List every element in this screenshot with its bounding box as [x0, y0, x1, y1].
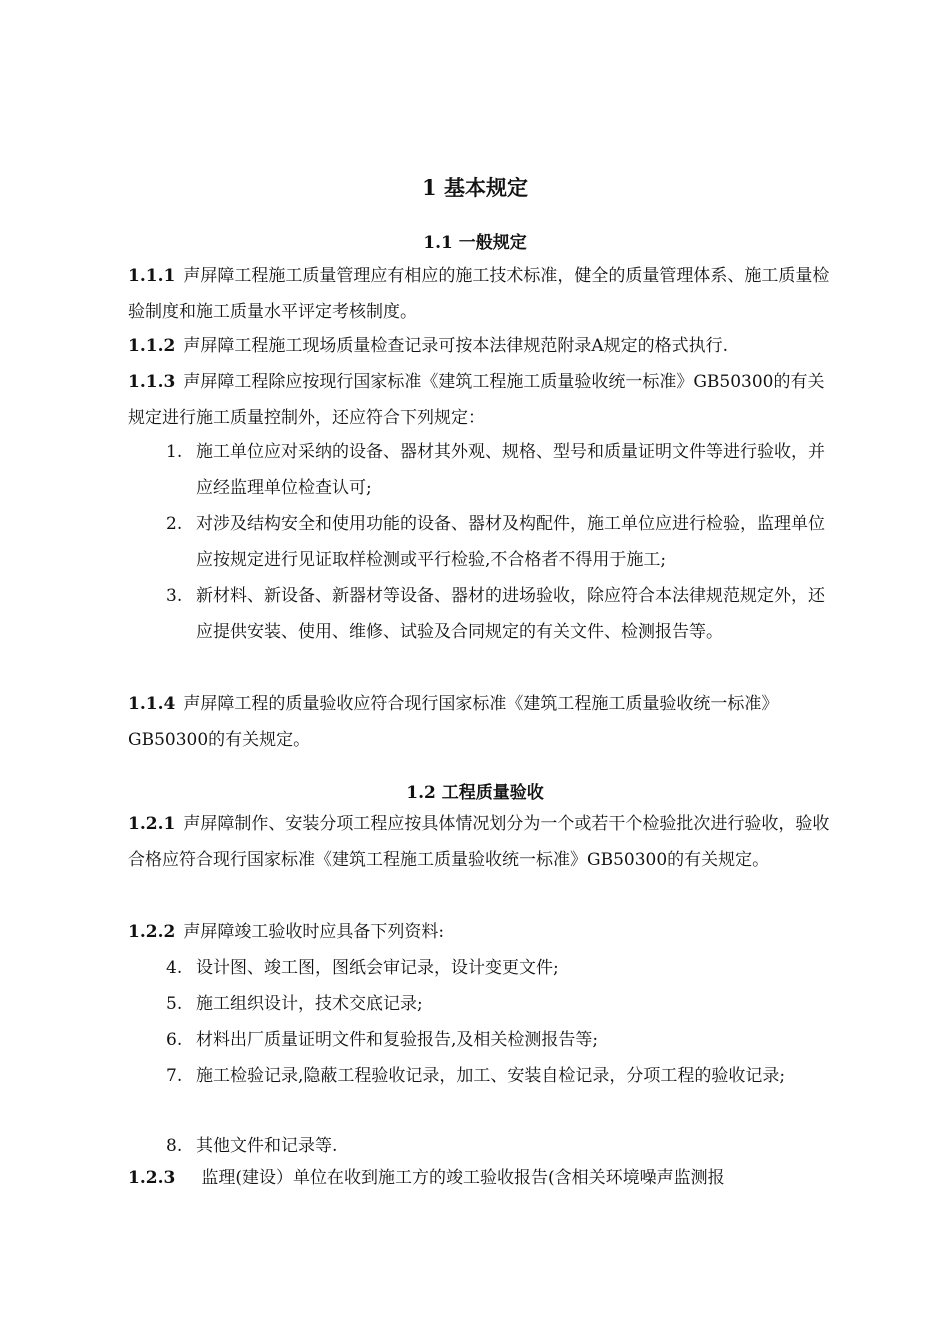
list-item-text: 材料出厂质量证明文件和复验报告,及相关检测报告等; — [196, 1030, 599, 1050]
list-item-text: 其他文件和记录等. — [196, 1136, 338, 1156]
list-item-number: 4. — [166, 958, 183, 978]
clause-number: 1.1.3 — [128, 372, 176, 392]
list-item-text: 施工检验记录,隐蔽工程验收记录，加工、安装自检记录，分项工程的验收记录; — [196, 1066, 786, 1086]
list-item-number: 6. — [166, 1030, 183, 1050]
list-item — [166, 578, 838, 650]
section-heading-1-2: 1.2 工程质量验收 — [406, 783, 544, 803]
clause-1-2-2 — [128, 914, 838, 950]
list-item-number: 7. — [166, 1066, 183, 1086]
list-item — [166, 434, 838, 506]
list-item-number: 5. — [166, 994, 183, 1014]
clause-1-1-3 — [128, 364, 838, 436]
list-item — [166, 986, 838, 1022]
chapter-title: 1 基本规定 — [422, 175, 528, 200]
clause-number: 1.2.1 — [128, 814, 176, 834]
list-item — [166, 950, 838, 986]
list-item — [166, 1022, 838, 1058]
clause-1-1-1 — [128, 258, 838, 330]
list-item-text: 设计图、竣工图，图纸会审记录，设计变更文件; — [196, 958, 559, 978]
clause-number: 1.1.1 — [128, 266, 176, 286]
list-item-text: 施工组织设计，技术交底记录; — [196, 994, 423, 1014]
section-heading-1-1: 1.1 一般规定 — [423, 233, 527, 253]
list-item-text: 对涉及结构安全和使用功能的设备、器材及构配件，施工单位应进行检验，监理单位应按规定进行见证取样检测或平行检验,不合格者不得用于施工; — [196, 514, 825, 570]
clause-1-2-1 — [128, 806, 838, 878]
clause-text: 声屏障竣工验收时应具备下列资料: — [183, 922, 445, 942]
clause-number: 1.1.4 — [128, 694, 176, 714]
list-item — [166, 506, 838, 578]
clause-text: 声屏障工程施工现场质量检查记录可按本法律规范附录A规定的格式执行. — [183, 336, 729, 356]
list-item-number: 3. — [166, 586, 183, 606]
list-item-number: 1. — [166, 442, 183, 462]
clause-text: 声屏障工程除应按现行国家标准《建筑工程施工质量验收统一标准》GB50300的有关规定进行施工质量控制外，还应符合下列规定： — [128, 372, 825, 428]
clause-text: 监理(建设）单位在收到施工方的竣工验收报告(含相关环境噪声监测报 — [201, 1168, 725, 1188]
clause-1-1-2 — [128, 328, 838, 364]
clause-1-2-3 — [128, 1160, 838, 1196]
list-item-text: 施工单位应对采纳的设备、器材其外观、规格、型号和质量证明文件等进行验收，并应经监理单位检查认可; — [196, 442, 825, 498]
clause-text: 声屏障工程的质量验收应符合现行国家标准《建筑工程施工质量验收统一标准》GB50300的有关规定。 — [128, 694, 779, 750]
clause-number: 1.2.3 — [128, 1168, 176, 1188]
clause-text: 声屏障制作、安装分项工程应按具体情况划分为一个或若干个检验批次进行验收，验收合格应符合现行国家标准《建筑工程施工质量验收统一标准》GB50300的有关规定。 — [128, 814, 830, 870]
clause-text: 声屏障工程施工质量管理应有相应的施工技术标准，健全的质量管理体系、施工质量检验制度和施工质量水平评定考核制度。 — [128, 266, 830, 322]
list-item-text: 新材料、新设备、新器材等设备、器材的进场验收，除应符合本法律规范规定外，还应提供安装、使用、维修、试验及合同规定的有关文件、检测报告等。 — [196, 586, 825, 642]
list-item — [166, 1058, 838, 1094]
list-item-number: 2. — [166, 514, 183, 534]
list-item-number: 8. — [166, 1136, 183, 1156]
clause-number: 1.1.2 — [128, 336, 176, 356]
clause-1-1-4 — [128, 686, 838, 758]
list-item — [166, 1128, 838, 1164]
clause-number: 1.2.2 — [128, 922, 176, 942]
